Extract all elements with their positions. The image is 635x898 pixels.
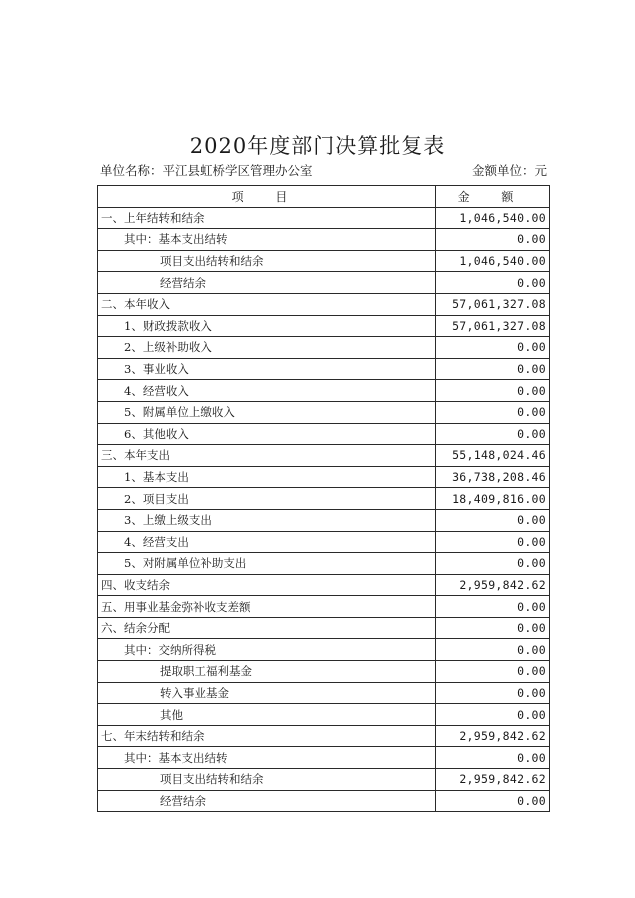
table-row [98,445,550,467]
row-item-label: 经营结余 [98,272,436,294]
table-row [98,293,550,315]
row-item-label: 项目支出结转和结余 [98,250,436,272]
unit-name-label: 单位名称：平江县虹桥学区管理办公室 [100,163,313,178]
row-amount: 0.00 [436,617,550,639]
row-item-label: 七、年末结转和结余 [98,725,436,747]
page-title: 2020年度部门决算批复表 [189,134,446,158]
table-row [98,769,550,791]
row-amount: 0.00 [436,747,550,769]
table-row [98,337,550,359]
row-amount: 0.00 [436,553,550,575]
row-amount: 2,959,842.62 [436,725,550,747]
table-row [98,466,550,488]
table-row [98,531,550,553]
row-amount: 0.00 [436,337,550,359]
row-item-label: 4、经营支出 [98,531,436,553]
row-amount: 57,061,327.08 [436,315,550,337]
header-amount: 金 额 [436,186,550,208]
table-row [98,488,550,510]
row-item-label: 三、本年支出 [98,445,436,467]
row-amount: 0.00 [436,509,550,531]
row-item-label: 二、本年收入 [98,293,436,315]
table-row [98,596,550,618]
table-row [98,207,550,229]
row-amount: 2,959,842.62 [436,574,550,596]
row-amount: 0.00 [436,229,550,251]
table-row [98,229,550,251]
row-amount: 57,061,327.08 [436,293,550,315]
table-row [98,725,550,747]
row-amount: 0.00 [436,704,550,726]
row-amount: 55,148,024.46 [436,445,550,467]
row-amount: 0.00 [436,682,550,704]
row-item-label: 项目支出结转和结余 [98,769,436,791]
header-item: 项 目 [98,186,436,208]
budget-approval-table [97,185,550,812]
row-item-label: 五、用事业基金弥补收支差额 [98,596,436,618]
table-row [98,358,550,380]
table-row [98,661,550,683]
table-row [98,509,550,531]
row-amount: 1,046,540.00 [436,250,550,272]
table-row [98,617,550,639]
row-item-label: 其中：交纳所得税 [98,639,436,661]
row-item-label: 四、收支结余 [98,574,436,596]
row-amount: 1,046,540.00 [436,207,550,229]
row-item-label: 5、对附属单位补助支出 [98,553,436,575]
row-amount: 0.00 [436,639,550,661]
table-row [98,315,550,337]
row-item-label: 3、上缴上级支出 [98,509,436,531]
row-amount: 0.00 [436,272,550,294]
row-item-label: 4、经营收入 [98,380,436,402]
row-amount: 2,959,842.62 [436,769,550,791]
row-amount: 0.00 [436,380,550,402]
table-row [98,553,550,575]
table-row [98,704,550,726]
table-row [98,747,550,769]
table-row [98,639,550,661]
row-amount: 0.00 [436,596,550,618]
currency-unit-label: 金额单位：元 [471,163,547,178]
table-row [98,380,550,402]
row-item-label: 其他 [98,704,436,726]
table-row [98,574,550,596]
row-amount: 0.00 [436,790,550,812]
row-item-label: 提取职工福利基金 [98,661,436,683]
row-amount: 36,738,208.46 [436,466,550,488]
table-row [98,790,550,812]
table-header-row [98,186,550,208]
table-row [98,401,550,423]
row-item-label: 5、附属单位上缴收入 [98,401,436,423]
row-amount: 0.00 [436,401,550,423]
row-item-label: 6、其他收入 [98,423,436,445]
row-item-label: 1、基本支出 [98,466,436,488]
row-item-label: 其中：基本支出结转 [98,747,436,769]
row-item-label: 一、上年结转和结余 [98,207,436,229]
row-item-label: 其中：基本支出结转 [98,229,436,251]
row-item-label: 1、财政拨款收入 [98,315,436,337]
table-row [98,250,550,272]
row-item-label: 转入事业基金 [98,682,436,704]
row-item-label: 2、上级补助收入 [98,337,436,359]
table-row [98,423,550,445]
table-row [98,682,550,704]
row-amount: 0.00 [436,423,550,445]
table-row [98,272,550,294]
row-amount: 0.00 [436,358,550,380]
row-item-label: 2、项目支出 [98,488,436,510]
row-item-label: 3、事业收入 [98,358,436,380]
row-amount: 0.00 [436,531,550,553]
row-item-label: 六、结余分配 [98,617,436,639]
row-amount: 0.00 [436,661,550,683]
row-amount: 18,409,816.00 [436,488,550,510]
row-item-label: 经营结余 [98,790,436,812]
